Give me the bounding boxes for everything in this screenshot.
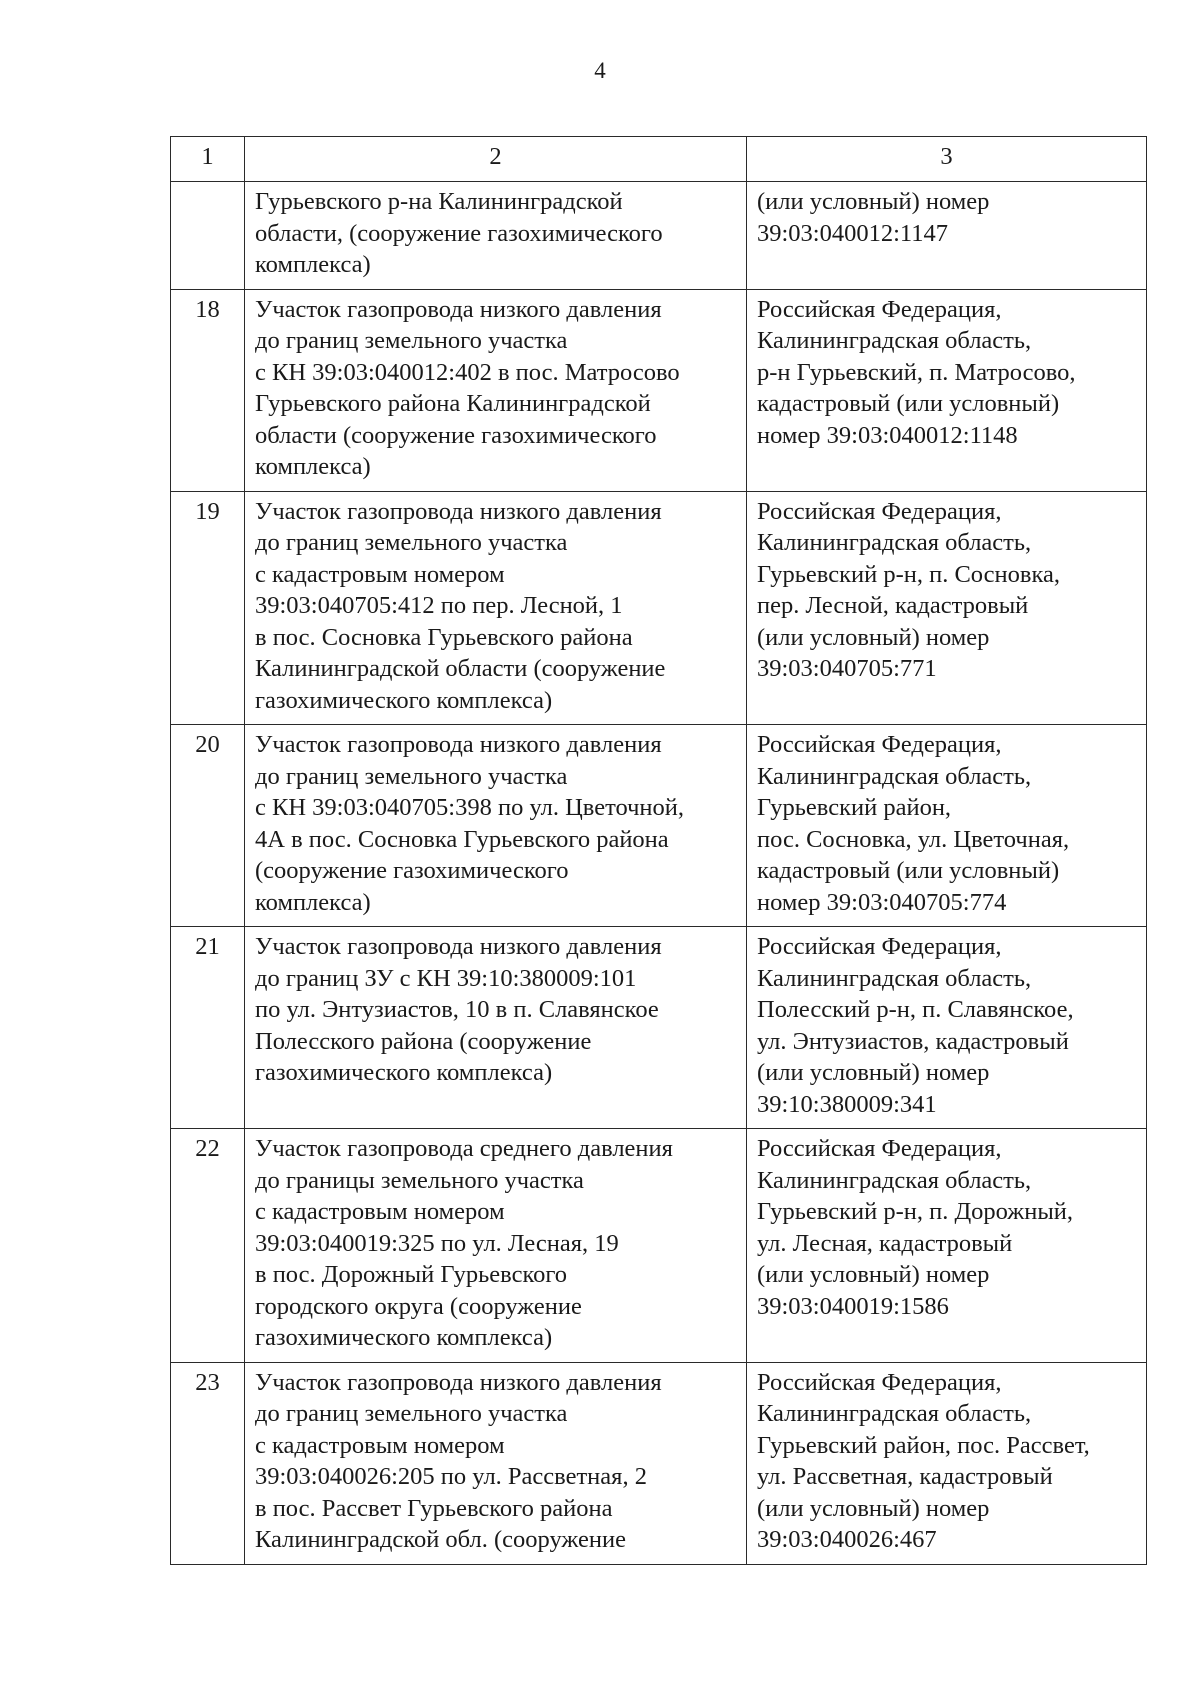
table-row	[171, 927, 1147, 1129]
description-line: до границ земельного участка	[255, 762, 568, 790]
description-line: в пос. Сосновка Гурьевского района	[255, 623, 633, 651]
table-row	[171, 182, 1147, 290]
address-line: Российская Федерация,	[757, 731, 1002, 758]
description-line: (сооружение газохимического	[255, 857, 569, 884]
address-line: Российская Федерация,	[757, 1135, 1002, 1162]
row-number: 20	[171, 725, 245, 927]
address-line: 39:10:380009:341	[757, 1090, 937, 1118]
description-line: Калининградской области (сооружение	[255, 655, 666, 682]
object-description-cell	[245, 1362, 747, 1564]
object-address-cell	[747, 927, 1147, 1129]
description-line: до границы земельного участка	[255, 1166, 584, 1194]
description-line: по ул. Энтузиастов, 10 в п. Славянское	[255, 996, 659, 1023]
description-line: 39:03:040019:325 по ул. Лесная, 19	[255, 1229, 619, 1257]
description-line: Калининградской обл. (сооружение	[255, 1526, 626, 1553]
address-line: Калининградская область,	[757, 964, 1032, 992]
description-line: 4А в пос. Сосновка Гурьевского района	[255, 825, 669, 853]
description-line: Гурьевского р-на Калининградской	[255, 188, 623, 215]
table-row	[171, 725, 1147, 927]
description-line: Участок газопровода низкого давления	[255, 497, 662, 525]
description-line: комплекса)	[255, 453, 371, 480]
object-description-cell	[245, 725, 747, 927]
row-number: 22	[171, 1129, 245, 1363]
description-line: области (сооружение газохимического	[255, 421, 657, 449]
description-line: 39:03:040705:412 по пер. Лесной, 1	[255, 592, 623, 619]
address-line: Российская Федерация,	[757, 1368, 1002, 1396]
address-line: пос. Сосновка, ул. Цветочная,	[757, 825, 1070, 853]
column-header-2: 2	[245, 137, 747, 182]
description-line: Участок газопровода низкого давления	[255, 295, 662, 323]
address-line: Калининградская область,	[757, 1400, 1032, 1427]
address-line: номер 39:03:040012:1148	[757, 421, 1018, 449]
address-line: 39:03:040012:1147	[757, 219, 949, 247]
address-line: Калининградская область,	[757, 529, 1032, 556]
table-row	[171, 1129, 1147, 1363]
address-line: ул. Энтузиастов, кадастровый	[757, 1027, 1069, 1055]
column-header-1: 1	[171, 137, 245, 182]
object-address-cell	[747, 491, 1147, 725]
address-line: 39:03:040026:467	[757, 1526, 937, 1553]
description-line: в пос. Рассвет Гурьевского района	[255, 1494, 613, 1522]
address-line: Российская Федерация,	[757, 933, 1002, 960]
table-row	[171, 289, 1147, 491]
description-line: комплекса)	[255, 888, 371, 916]
description-line: с КН 39:03:040012:402 в пос. Матросово	[255, 358, 680, 386]
description-line: 39:03:040026:205 по ул. Рассветная, 2	[255, 1463, 647, 1490]
page-number: 4	[594, 58, 606, 83]
address-line: 39:03:040019:1586	[757, 1292, 949, 1320]
object-address-cell	[747, 182, 1147, 290]
address-line: Полесский р-н, п. Славянское,	[757, 996, 1074, 1023]
address-line: Российская Федерация,	[757, 497, 1002, 525]
description-line: Полесского района (сооружение	[255, 1027, 592, 1055]
address-line: Гурьевский р-н, п. Дорожный,	[757, 1198, 1074, 1225]
row-number	[171, 182, 245, 290]
address-line: Калининградская область,	[757, 762, 1032, 790]
address-line: пер. Лесной, кадастровый	[757, 592, 1029, 619]
description-line: Участок газопровода низкого давления	[255, 933, 662, 960]
description-line: газохимического комплекса)	[255, 686, 553, 714]
address-line: Гурьевский район,	[757, 794, 952, 821]
description-line: с кадастровым номером	[255, 1198, 505, 1225]
row-number: 19	[171, 491, 245, 725]
address-line: кадастровый (или условный)	[757, 857, 1060, 884]
object-description-cell	[245, 1129, 747, 1363]
description-line: комплекса)	[255, 251, 371, 278]
table-header-row	[171, 137, 1147, 182]
description-line: Участок газопровода низкого давления	[255, 731, 662, 758]
address-line: (или условный) номер	[757, 188, 990, 215]
object-description-cell	[245, 927, 747, 1129]
address-line: (или условный) номер	[757, 623, 990, 651]
object-address-cell	[747, 1129, 1147, 1363]
description-line: городского округа (сооружение	[255, 1292, 582, 1320]
object-description-cell	[245, 182, 747, 290]
address-line: кадастровый (или условный)	[757, 390, 1060, 417]
address-line: Калининградская область,	[757, 327, 1032, 354]
object-description-cell	[245, 289, 747, 491]
table-row	[171, 491, 1147, 725]
address-line: Гурьевский район, пос. Рассвет,	[757, 1431, 1090, 1459]
row-number: 21	[171, 927, 245, 1129]
address-line: ул. Рассветная, кадастровый	[757, 1463, 1053, 1490]
address-line: Калининградская область,	[757, 1166, 1032, 1194]
description-line: до границ земельного участка	[255, 529, 568, 556]
description-line: газохимического комплекса)	[255, 1059, 553, 1086]
description-line: Участок газопровода среднего давления	[255, 1135, 673, 1162]
description-line: до границ земельного участка	[255, 1400, 568, 1427]
description-line: в пос. Дорожный Гурьевского	[255, 1261, 568, 1288]
address-line: (или условный) номер	[757, 1261, 990, 1288]
row-number: 23	[171, 1362, 245, 1564]
object-address-cell	[747, 1362, 1147, 1564]
address-line: номер 39:03:040705:774	[757, 888, 1007, 916]
address-line: ул. Лесная, кадастровый	[757, 1229, 1013, 1257]
description-line: области, (сооружение газохимического	[255, 219, 663, 247]
objects-table	[170, 136, 1147, 1565]
description-line: до границ ЗУ с КН 39:10:380009:101	[255, 964, 637, 992]
column-header-3: 3	[747, 137, 1147, 182]
object-address-cell	[747, 725, 1147, 927]
object-description-cell	[245, 491, 747, 725]
description-line: с КН 39:03:040705:398 по ул. Цветочной,	[255, 794, 685, 821]
address-line: 39:03:040705:771	[757, 655, 937, 682]
address-line: (или условный) номер	[757, 1059, 990, 1086]
address-line: (или условный) номер	[757, 1494, 990, 1522]
address-line: Гурьевский р-н, п. Сосновка,	[757, 560, 1060, 588]
description-line: с кадастровым номером	[255, 1431, 505, 1459]
description-line: газохимического комплекса)	[255, 1324, 553, 1351]
table-row	[171, 1362, 1147, 1564]
description-line: с кадастровым номером	[255, 560, 505, 588]
description-line: до границ земельного участка	[255, 327, 568, 354]
description-line: Гурьевского района Калининградской	[255, 390, 651, 417]
object-address-cell	[747, 289, 1147, 491]
address-line: р-н Гурьевский, п. Матросово,	[757, 358, 1076, 386]
address-line: Российская Федерация,	[757, 295, 1002, 323]
description-line: Участок газопровода низкого давления	[255, 1368, 662, 1396]
row-number: 18	[171, 289, 245, 491]
